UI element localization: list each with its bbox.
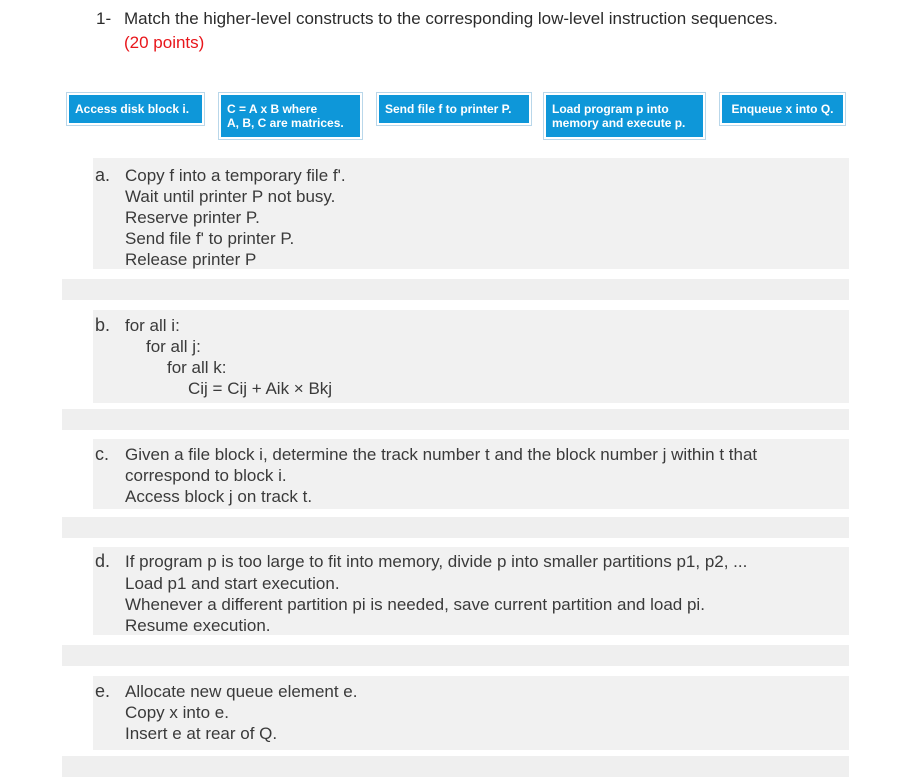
option-send-file-to-printer[interactable] xyxy=(377,93,531,125)
answer-letter: e. xyxy=(95,681,111,701)
answer-line: Given a file block i, determine the track number t and the block number j within t that xyxy=(125,445,758,464)
question-number: 1- xyxy=(96,9,112,28)
answer-letter: c. xyxy=(95,444,110,464)
answer-line: for all k: xyxy=(167,358,227,377)
answer-line: Access block j on track t. xyxy=(125,487,313,506)
question-title xyxy=(96,8,778,30)
answer-line: If program p is too large to fit into memory, divide p into smaller partitions p1, p2, ... xyxy=(125,552,748,571)
drop-zone-b[interactable] xyxy=(62,409,849,430)
answer-line: Whenever a different partition pi is needed, save current partition and load pi. xyxy=(125,595,705,614)
answer-line: Resume execution. xyxy=(125,616,271,635)
question-text: Match the higher-level constructs to the corresponding low-level instruction sequences. xyxy=(124,9,778,28)
drop-zone-a[interactable] xyxy=(62,279,849,300)
answer-card-b xyxy=(93,310,849,403)
option-access-disk-block[interactable] xyxy=(67,93,204,125)
answer-line: Reserve printer P. xyxy=(125,208,260,227)
option-load-program[interactable] xyxy=(544,93,705,139)
answer-line: Allocate new queue element e. xyxy=(125,682,358,701)
answer-letter: a. xyxy=(95,165,111,185)
answer-letter: d. xyxy=(95,551,111,571)
option-enqueue[interactable] xyxy=(720,93,845,125)
drop-zone-d[interactable] xyxy=(62,645,849,666)
answer-line: Copy f into a temporary file f'. xyxy=(125,166,346,185)
answer-line: for all j: xyxy=(146,337,201,356)
answer-line: Wait until printer P not busy. xyxy=(125,187,336,206)
answer-card-d xyxy=(93,547,849,635)
answer-line: Send file f' to printer P. xyxy=(125,229,295,248)
drop-zone-e[interactable] xyxy=(62,756,849,777)
drop-zone-c[interactable] xyxy=(62,517,849,538)
option-label: Enqueue x into Q. xyxy=(731,102,834,116)
answer-card-e xyxy=(93,676,849,750)
answer-line: Cij = Cij + Aik × Bkj xyxy=(188,379,333,398)
option-label: Load program p into memory and execute p. xyxy=(552,102,686,130)
answer-letter: b. xyxy=(95,315,111,335)
option-matrix-multiply[interactable] xyxy=(219,93,362,139)
answer-line: Release printer P xyxy=(125,250,257,269)
option-label: C = A x B where A, B, C are matrices. xyxy=(227,102,344,130)
option-label: Send file f to printer P. xyxy=(385,102,512,116)
answer-line: correspond to block i. xyxy=(125,466,287,485)
answer-line: Load p1 and start execution. xyxy=(125,574,340,593)
answer-line: Insert e at rear of Q. xyxy=(125,724,278,743)
answer-line: for all i: xyxy=(125,316,180,335)
question-points: (20 points) xyxy=(124,33,205,52)
answer-card-a xyxy=(93,158,849,269)
option-label: Access disk block i. xyxy=(75,102,190,116)
answer-card-c xyxy=(93,439,849,509)
answer-line: Copy x into e. xyxy=(125,703,229,722)
